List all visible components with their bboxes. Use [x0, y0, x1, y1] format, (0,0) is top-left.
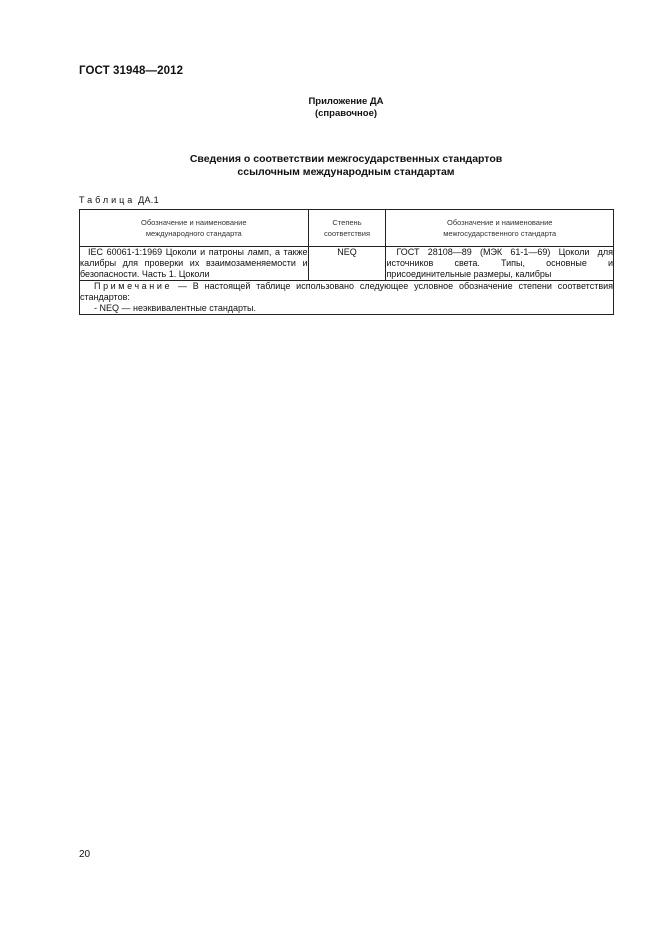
table-caption [79, 195, 159, 205]
cell-degree: NEQ [308, 247, 386, 281]
note-item: - NEQ — неэквивалентные стандарты. [94, 303, 256, 313]
table-caption-number: ДА.1 [138, 195, 159, 205]
annex-title: Приложение ДА [308, 96, 384, 107]
document-code: ГОСТ 31948—2012 [79, 65, 184, 77]
header-interstate-line-1: Обозначение и наименование [446, 218, 553, 227]
header-international-standard [80, 210, 309, 247]
annex-subtitle: (справочное) [314, 108, 378, 119]
header-degree-line-2: соответствия [323, 229, 371, 238]
table-caption-label: Таблица [79, 195, 136, 205]
cell-international-standard: IEC 60061-1:1969 Цоколи и патроны ламп, а также калибры для проверки их взаимозаменяемости и безопасности. Часть 1. Цоколи [80, 247, 308, 279]
table-note [80, 281, 614, 315]
table-header-row [80, 210, 614, 247]
header-international-line-1: Обозначение и наименование [141, 218, 247, 227]
header-degree-line-1: Степень [332, 218, 362, 227]
section-title [0, 153, 661, 179]
note-text: — В настоящей таблице использовано следующее условное обозначение степени соответствия стандартов: [80, 281, 613, 302]
note-label: Примечание [94, 281, 173, 291]
header-international-line-2: международного стандарта [145, 229, 242, 238]
table-row [80, 247, 614, 281]
section-title-line-1: Сведения о соответствии межгосударственных стандартов [189, 153, 503, 165]
correspondence-table [79, 209, 614, 315]
header-degree [308, 210, 386, 247]
table-note-row [80, 281, 614, 315]
annex-heading [0, 96, 661, 120]
header-interstate-standard [386, 210, 614, 247]
section-title-line-2: ссылочным международным стандартам [237, 166, 455, 178]
page-number: 20 [79, 849, 91, 860]
cell-interstate-standard: ГОСТ 28108—89 (МЭК 61-1—69) Цоколи для источников света. Типы, основные и присоединительные размеры, калибры [386, 247, 613, 279]
header-interstate-line-2: межгосударственного стандарта [443, 229, 557, 238]
note-first-line [80, 281, 613, 303]
